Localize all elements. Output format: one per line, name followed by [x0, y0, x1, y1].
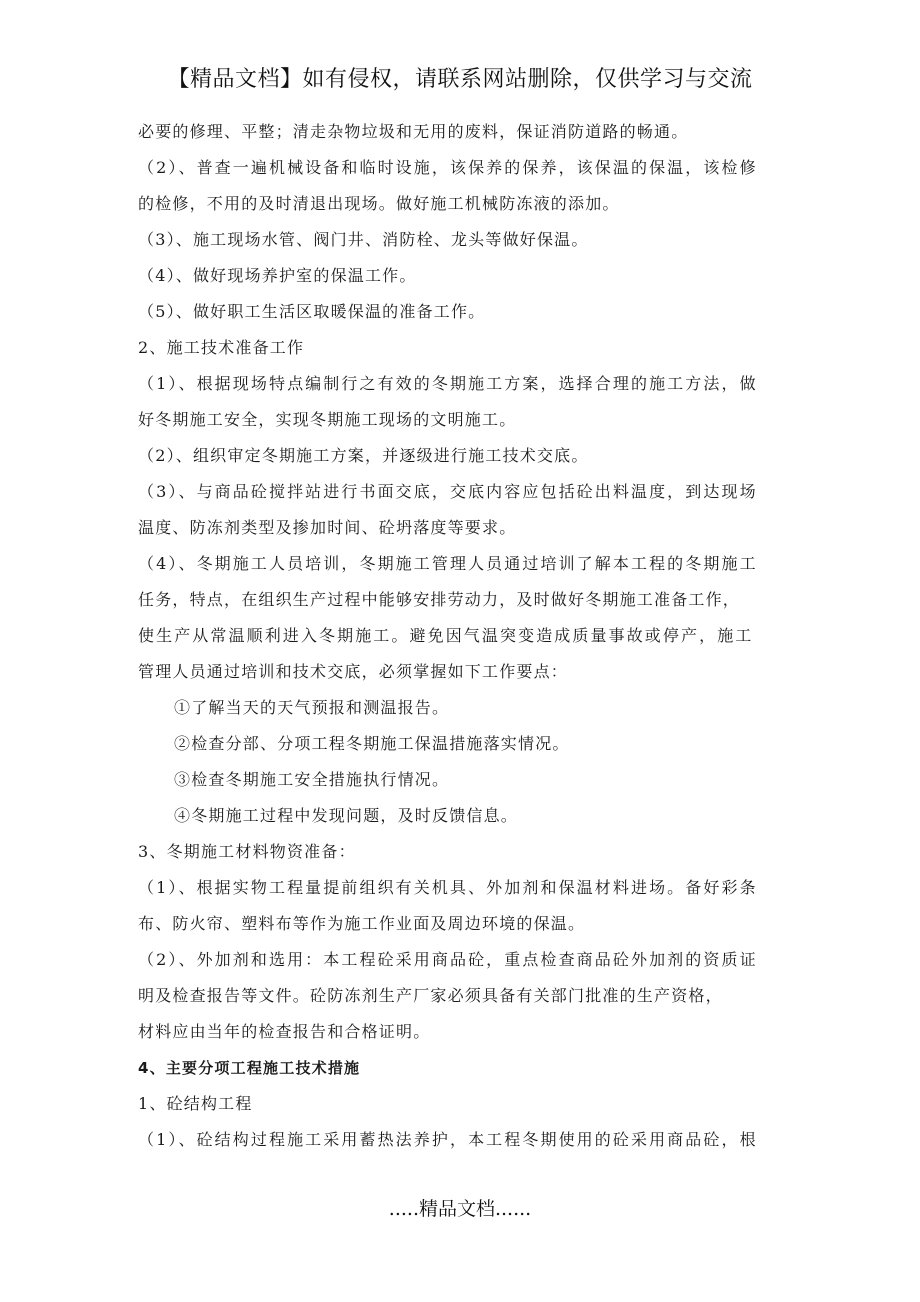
section-heading: 3、冬期施工材料物资准备：	[138, 842, 356, 861]
text-line: 材料应由当年的检查报告和合格证明。	[138, 1022, 431, 1041]
section-heading-bold: 4、主要分项工程施工技术措施	[138, 1059, 361, 1077]
list-item: ③检查冬期施工安全措施执行情况。	[174, 770, 450, 789]
text-line: （2）、组织审定冬期施工方案，并逐级进行施工技术交底。	[138, 446, 589, 465]
text-line: （3）、与商品砼搅拌站进行书面交底，交底内容应包括砼出料温度，到达现场	[138, 482, 758, 501]
list-item: ②检查分部、分项工程冬期施工保温措施落实情况。	[174, 734, 570, 753]
list-item: ④冬期施工过程中发现问题，及时反馈信息。	[174, 806, 519, 825]
page-header: 【精品文档】如有侵权，请联系网站删除，仅供学习与交流	[167, 67, 753, 92]
text-line: （2）、普查一遍机械设备和临时设施，该保养的保养，该保温的保温，该检修	[138, 158, 758, 177]
text-line: （5）、做好职工生活区取暖保温的准备工作。	[138, 302, 486, 321]
document-body	[138, 114, 786, 1158]
text-line: （4）、冬期施工人员培训，冬期施工管理人员通过培训了解本工程的冬期施工	[138, 554, 758, 573]
text-line: 的检修，不用的及时清退出现场。做好施工机械防冻液的添加。	[138, 194, 620, 213]
list-item: ①了解当天的天气预报和测温报告。	[174, 698, 450, 717]
text-line: （1）、砼结构过程施工采用蓄热法养护，本工程冬期使用的砼采用商品砼，根	[138, 1130, 758, 1149]
section-heading: 2、施工技术准备工作	[138, 338, 305, 357]
text-line: （1）、根据现场特点编制行之有效的冬期施工方案，选择合理的施工方法，做	[138, 374, 758, 393]
subsection-heading: 1、砼结构工程	[138, 1094, 253, 1113]
text-line: （4）、做好现场养护室的保温工作。	[138, 266, 417, 285]
text-line: 使生产从常温顺利进入冬期施工。避免因气温突变造成质量事故或停产，施工	[138, 626, 754, 645]
text-line: 任务，特点，在组织生产过程中能够安排劳动力，及时做好冬期施工准备工作，	[138, 590, 741, 609]
text-line: （1）、根据实物工程量提前组织有关机具、外加剂和保温材料进场。备好彩条	[138, 878, 758, 897]
text-line: 好冬期施工安全，实现冬期施工现场的文明施工。	[138, 410, 517, 429]
text-line: 必要的修理、平整；清走杂物垃圾和无用的废料，保证消防道路的畅通。	[138, 122, 689, 141]
text-line: 管理人员通过培训和技术交底，必须掌握如下工作要点：	[138, 662, 569, 681]
text-line: 布、防火帘、塑料布等作为施工作业面及周边环境的保温。	[138, 914, 586, 933]
text-line: （2）、外加剂和选用：本工程砼采用商品砼，重点检查商品砼外加剂的资质证	[138, 950, 758, 969]
page-footer: .....精品文档......	[388, 1198, 532, 1220]
text-line: 温度、防冻剂类型及掺加时间、砼坍落度等要求。	[138, 518, 517, 537]
text-line: 明及检查报告等文件。砼防冻剂生产厂家必须具备有关部门批准的生产资格，	[138, 986, 723, 1005]
text-line: （3）、施工现场水管、阀门井、消防栓、龙头等做好保温。	[138, 230, 589, 249]
